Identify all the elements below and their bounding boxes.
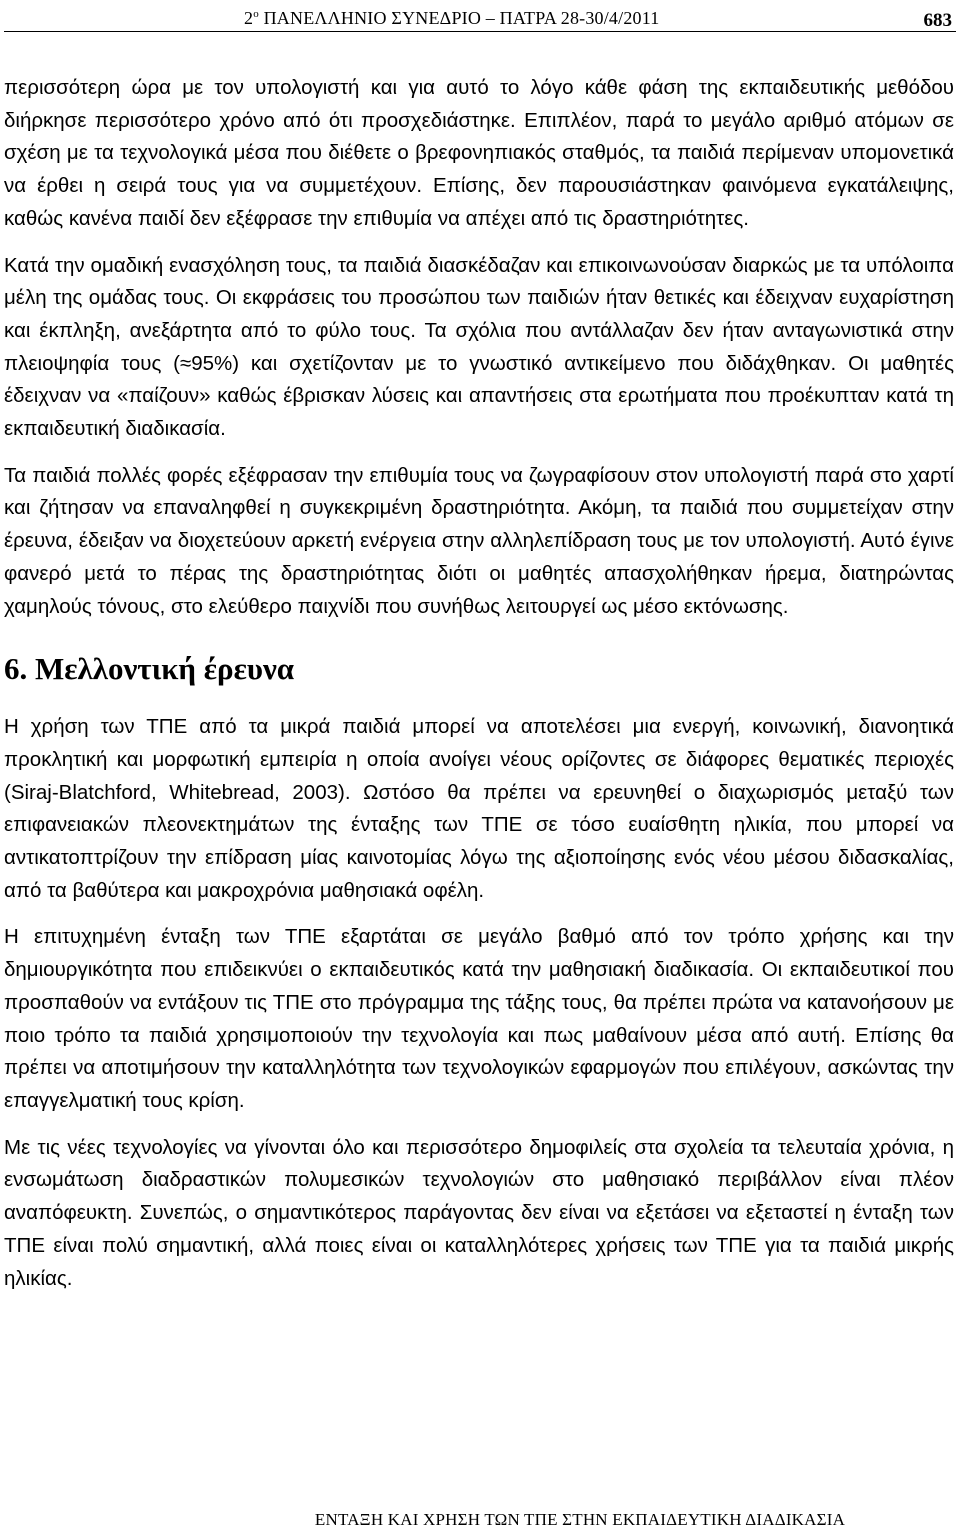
- conference-header: [244, 8, 659, 29]
- paragraph-ict-use: Η χρήση των ΤΠΕ από τα μικρά παιδιά μπορεί να αποτελέσει μια ενεργή, κοινωνική, διανοητικά προκλητική και μορφωτική εμπειρία η οποία ανοίγει νέους ορίζοντες σε διάφορες θεματικές περιοχές (Siraj-Blatchford, Whitebread, 2003). Ωστόσο θα πρέπει να ερευνηθεί ο διαχωρισμός μεταξύ των επιφανειακών πλεονεκτημάτων της ένταξης των ΤΠΕ σε τόσο ευαίσθητη ηλικία, που μπορεί να αντικατοπτρίζουν την επίδραση μίας καινοτομίας λόγω της αξιοποίησης ενός νέου μέσου διδασκαλίας, από τα βαθύτερα και μακροχρόνια μαθησιακά οφέλη.: [4, 715, 954, 902]
- conference-ordinal: 2: [244, 8, 254, 28]
- running-footer: [0, 1510, 960, 1530]
- paragraph-integration: Η επιτυχημένη ένταξη των ΤΠΕ εξαρτάται σε μεγάλο βαθμό από τον τρόπο χρήσης και την δημιουργικότητα που επιδεικνύει ο εκπαιδευτικός κατά την μαθησιακή διαδικασία. Οι εκπαιδευτικοί που προσπαθούν να εντάξουν τις ΤΠΕ στο πρόγραμμα της τάξης τους, θα πρέπει πρώτα να κατανοήσουν με ποιο τρόπο τα παιδιά χρησιμοποιούν την τεχνολογία και πως μαθαίνουν μέσα από αυτή. Επίσης θα πρέπει να αποτιμήσουν την καταλληλότητα των τεχνολογικών εφαρμογών που επιλέγουν, ασκώντας την επαγγελματική τους κρίση.: [4, 925, 954, 1112]
- conference-name: ΠΑΝΕΛΛΗΝΙΟ ΣΥΝΕΔΡΙΟ – ΠΑΤΡΑ 28-30/4/2011: [258, 8, 660, 28]
- running-header: [0, 2, 960, 42]
- page-number: 683: [923, 10, 952, 31]
- ordinal-suffix: ο: [253, 8, 259, 20]
- paragraph-group-activity: Κατά την ομαδική ενασχόληση τους, τα παιδιά διασκέδαζαν και επικοινωνούσαν διαρκώς με τα υπόλοιπα μέλη της ομάδας τους. Οι εκφράσεις του προσώπου των παιδιών ήταν θετικές και έδειχναν ευχαρίστηση και έκπληξη, ανεξάρτητα από το φύλο τους. Τα σχόλια που αντάλλαζαν δεν ήταν ανταγωνιστικά στην πλειοψηφία τους (≈95%) και σχετίζονταν με το γνωστικό αντικείμενο που διδάχθηκαν. Οι μαθητές έδειχναν να «παίζουν» καθώς έβρισκαν λύσεις και απαντήσεις στα ερωτήματα που προέκυπταν κατά τη εκπαιδευτική διαδικασία.: [4, 253, 954, 441]
- header-rule: [4, 31, 956, 32]
- body-text: [4, 72, 954, 1295]
- section-heading: 6. Μελλοντική έρευνα: [4, 651, 295, 687]
- paragraph-continuation: περισσότερη ώρα με τον υπολογιστή και για αυτό το λόγο κάθε φάση της εκπαιδευτικής μεθόδου διήρκησε περισσότερο χρόνο από ότι προσχεδιάστηκε. Επιπλέον, παρά το μεγάλο αριθμό ατόμων σε σχέση με τα τεχνολογικά μέσα που διέθετε ο βρεφονηπιακός σταθμός, τα παιδιά περίμεναν υπομονετικά να έρθει η σειρά τους για να συμμετέχουν. Επίσης, δεν παρουσιάστηκαν φαινόμενα εγκατάλειψης, καθώς κανένα παιδί δεν εξέφρασε την επιθυμία να απέχει από τις δραστηριότητες.: [4, 76, 954, 230]
- footer-title: ΕΝΤΑΞΗ ΚΑΙ ΧΡΗΣΗ ΤΩΝ ΤΠΕ ΣΤΗΝ ΕΚΠΑΙΔΕΥΤΙΚΗ ΔΙΑΔΙΚΑΣΙΑ: [314, 1510, 846, 1529]
- paragraph-drawing: Τα παιδιά πολλές φορές εξέφρασαν την επιθυμία τους να ζωγραφίσουν στον υπολογιστή παρά στο χαρτί και ζήτησαν να επαναληφθεί η συγκεκριμένη δραστηριότητα. Ακόμη, τα παιδιά που συμμετείχαν στην έρευνα, έδειξαν να διοχετεύουν αρκετή ενέργεια στην αλληλεπίδραση τους με τον υπολογιστή. Αυτό έγινε φανερό μετά το πέρας της δραστηριότητας διότι οι μαθητές απασχολήθηκαν ήρεμα, διατηρώντας χαμηλούς τόνους, στο ελεύθερο παιχνίδι που συνήθως λειτουργεί ως μέσο εκτόνωσης.: [4, 463, 954, 618]
- paragraph-new-technologies: Με τις νέες τεχνολογίες να γίνονται όλο και περισσότερο δημοφιλείς στα σχολεία τα τελευταία χρόνια, η ενσωμάτωση διαδραστικών πολυμεσικών τεχνολογιών στο μαθησιακό περιβάλλον είναι πλέον αναπόφευκτη. Συνεπώς, ο σημαντικότερος παράγοντας δεν είναι να εξετάσει να εξεταστεί η ένταξη των ΤΠΕ είναι πολύ σημαντική, αλλά ποιες είναι οι καταλληλότερες χρήσεις των ΤΠΕ για τα παιδιά μικρής ηλικίας.: [4, 1135, 954, 1290]
